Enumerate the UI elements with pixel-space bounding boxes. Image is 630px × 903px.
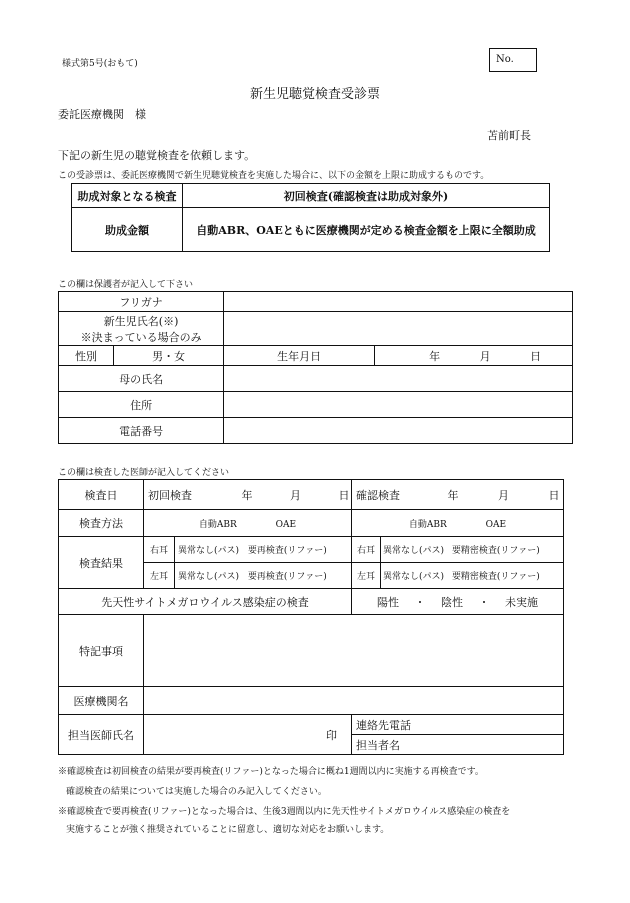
doctor-name-label: 担当医師氏名 [59, 715, 144, 755]
seal-mark: 印 [326, 728, 337, 742]
initial-right-recheck: 要再検査(リファー) [247, 546, 327, 556]
cmv-not-done: 未実施 [505, 595, 538, 609]
subsidy-target-label: 助成対象となる検査 [72, 184, 183, 208]
initial-exam-label: 初回検査 [148, 488, 192, 502]
furigana-field[interactable] [224, 292, 573, 312]
furigana-label: フリガナ [59, 292, 224, 312]
initial-right-normal: 異常なし(パス) [178, 546, 240, 556]
footnote-3: ※確認検査で要再検査(リファー)となった場合は、生後3週間以内に先天性サイトメガロウイルス感染症の検査を [58, 807, 511, 817]
exam-result-label: 検査結果 [59, 537, 144, 589]
remarks-label: 特記事項 [59, 615, 144, 687]
confirm-method-oae: OAE [485, 519, 507, 530]
confirm-right-detailed: 要精密検査(リファー) [451, 546, 540, 556]
confirm-left-ear: 左耳 [352, 563, 381, 589]
exam-date-label: 検査日 [59, 480, 144, 510]
initial-day: 日 [338, 488, 350, 502]
cmv-separator-2: ・ [478, 595, 490, 609]
guardian-caption: この欄は保護者が記入して下さい [58, 280, 194, 290]
exam-method-label: 検査方法 [59, 510, 144, 537]
phone-label: 電話番号 [59, 418, 224, 444]
number-box[interactable] [489, 48, 537, 72]
subsidy-amount-label: 助成金額 [72, 208, 183, 252]
initial-left-normal: 異常なし(パス) [178, 572, 240, 582]
contact-phone-field[interactable] [352, 715, 564, 735]
birth-day: 日 [530, 349, 542, 363]
birth-year: 年 [429, 349, 441, 363]
form-number: 様式第5号(おもて) [62, 59, 138, 69]
initial-method[interactable] [144, 510, 352, 537]
contact-phone-label: 連絡先電話 [356, 718, 411, 732]
subsidy-target-value: 初回検査(確認検査は助成対象外) [183, 184, 550, 208]
confirm-right-result[interactable] [381, 537, 564, 563]
remarks-field[interactable] [144, 615, 564, 687]
subsidy-amount-value: 自動ABR、OAEともに医療機関が定める検査金額を上限に全額助成 [183, 208, 550, 252]
initial-left-recheck: 要再検査(リファー) [247, 572, 327, 582]
mother-name-label: 母の氏名 [59, 366, 224, 392]
footnote-1: ※確認検査は初回検査の結果が要再検査(リファー)となった場合に概ね1週間以内に実施する再検査です。 [58, 767, 484, 777]
birth-date-label: 生年月日 [224, 346, 375, 366]
mother-name-field[interactable] [224, 366, 573, 392]
confirm-exam-label: 確認検査 [356, 488, 400, 502]
confirm-left-detailed: 要精密検査(リファー) [451, 572, 540, 582]
subsidy-table [71, 183, 550, 252]
baby-name-label-main: 新生児氏名(※) [103, 314, 179, 328]
baby-name-label-note: ※決まっている場合のみ [80, 330, 202, 344]
birth-date-field[interactable] [375, 346, 573, 366]
initial-left-result[interactable] [175, 563, 352, 589]
number-label: No. [496, 54, 514, 65]
birth-month: 月 [479, 349, 491, 363]
addressee: 委託医療機関 様 [58, 108, 146, 121]
address-field[interactable] [224, 392, 573, 418]
page-title: 新生児聴覚検査受診票 [249, 87, 380, 102]
institution-label: 医療機関名 [59, 687, 144, 715]
doctor-name-field[interactable] [144, 715, 352, 755]
footnote-4: 実施することが強く推奨されていることに留意し、適切な対応をお願いします。 [66, 825, 390, 835]
confirm-exam-date[interactable] [352, 480, 564, 510]
confirm-day: 日 [548, 488, 560, 502]
confirm-year: 年 [447, 488, 459, 502]
cmv-test-label: 先天性サイトメガロウイルス感染症の検査 [59, 589, 352, 615]
footnote-2: 確認検査の結果については実施した場合のみ記入してください。 [66, 787, 327, 797]
cmv-separator-1: ・ [414, 595, 426, 609]
initial-right-ear: 右耳 [144, 537, 175, 563]
cmv-positive: 陽性 [377, 595, 399, 609]
phone-field[interactable] [224, 418, 573, 444]
initial-left-ear: 左耳 [144, 563, 175, 589]
baby-name-field[interactable] [224, 312, 573, 346]
initial-month: 月 [290, 488, 301, 502]
institution-field[interactable] [144, 687, 564, 715]
sex-label: 性別 [59, 346, 114, 366]
person-in-charge-field[interactable] [352, 735, 564, 755]
confirm-method-abr: 自動ABR [408, 519, 447, 530]
doctor-caption: この欄は検査した医師が記入してください [58, 468, 230, 478]
confirm-month: 月 [498, 488, 509, 502]
request-text: 下記の新生児の聴覚検査を依頼します。 [58, 149, 256, 162]
cmv-test-result[interactable] [352, 589, 564, 615]
person-in-charge-label: 担当者名 [356, 738, 400, 752]
confirm-left-normal: 異常なし(パス) [383, 572, 445, 582]
initial-right-result[interactable] [175, 537, 352, 563]
subsidy-note: この受診票は、委託医療機関で新生児聴覚検査を実施した場合に、以下の金額を上限に助成するものです。 [58, 171, 490, 181]
cmv-negative: 陰性 [441, 595, 463, 609]
initial-exam-date[interactable] [144, 480, 352, 510]
confirm-right-normal: 異常なし(パス) [383, 546, 445, 556]
initial-method-oae: OAE [275, 519, 297, 530]
confirm-right-ear: 右耳 [352, 537, 381, 563]
initial-year: 年 [241, 488, 253, 502]
issuer: 苫前町長 [487, 129, 531, 142]
guardian-table [58, 291, 573, 444]
address-label: 住所 [59, 392, 224, 418]
confirm-left-result[interactable] [381, 563, 564, 589]
baby-name-label [59, 312, 224, 346]
sex-options[interactable]: 男・女 [114, 346, 224, 366]
exam-table [58, 479, 564, 755]
confirm-method[interactable] [352, 510, 564, 537]
initial-method-abr: 自動ABR [198, 519, 237, 530]
